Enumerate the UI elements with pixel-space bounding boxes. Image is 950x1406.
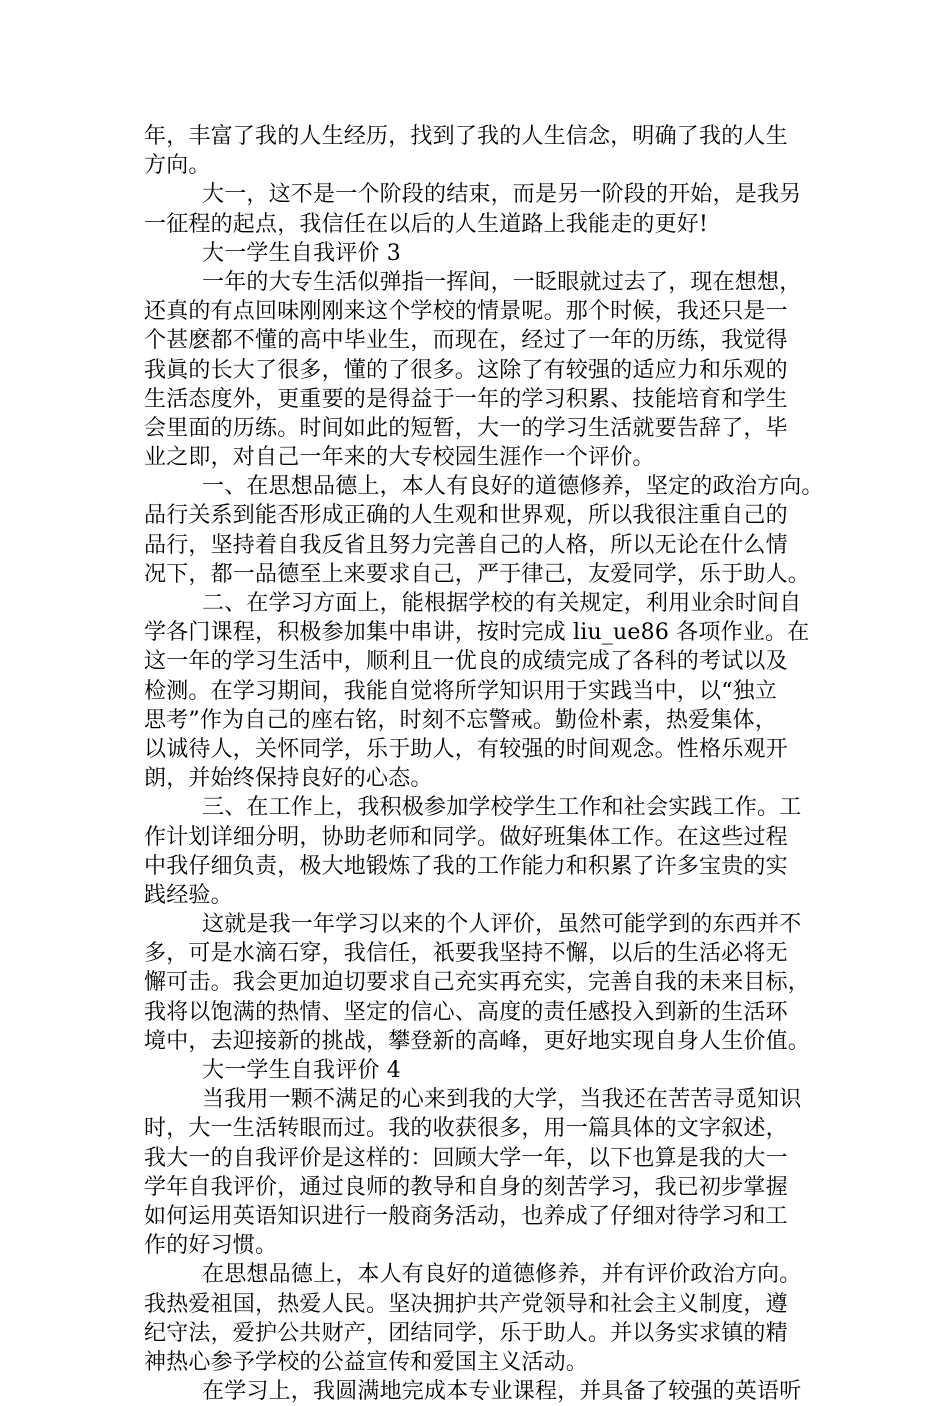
text-line: 学年自我评价，通过良师的教导和自身的刻苦学习，我已初步掌握 (144, 1174, 788, 1200)
text-line: 业之即，对自己一年来的大专校园生涯作一个评价。 (144, 445, 655, 471)
text-line: 生活态度外，更重要的是得益于一年的学习积累、技能培育和学生 (144, 386, 788, 412)
text-line: 况下，都一品德至上来要求自己，严于律己，友爱同学，乐于助人。 (144, 561, 811, 587)
text-line: 一年的大专生活似弹指一挥间，一眨眼就过去了，现在想想， (202, 269, 802, 295)
text-line: 还真的有点回味刚刚来这个学校的情景呢。那个时候，我还只是一 (144, 299, 788, 325)
text-line: 时，大一生活转眼而过。我的收获很多，用一篇具体的文字叙述， (144, 1116, 788, 1142)
text-line: 大一学生自我评价 4 (202, 1058, 401, 1083)
text-line: 以诚待人，关怀同学，乐于助人，有较强的时间观念。性格乐观开 (144, 736, 788, 762)
text-line: 学各门课程，积极参加集中串讲，按时完成 liu_ue86 各项作业。在 (144, 620, 810, 646)
text-line: 神热心参予学校的公益宣传和爱国主义活动。 (144, 1349, 589, 1375)
document-body (144, 122, 824, 1406)
text-line: 践经验。 (144, 882, 233, 908)
text-line: 思考”作为自己的座右铭，时刻不忘警戒。勤俭朴素，热爱集体， (144, 707, 778, 733)
text-line: 品行，坚持着自我反省且努力完善自己的人格，所以无论在什么情 (144, 532, 788, 558)
text-line: 中我仔细负责，极大地锻炼了我的工作能力和积累了许多宝贵的实 (144, 853, 788, 879)
text-line: 我热爱祖国，热爱人民。坚决拥护共产党领导和社会主义制度，遵 (144, 1291, 788, 1317)
text-line: 年，丰富了我的人生经历，找到了我的人生信念，明确了我的人生 (144, 124, 788, 149)
text-line: 朗，并始终保持良好的心态。 (144, 766, 433, 792)
text-line: 如何运用英语知识进行一般商务活动，也养成了仔细对待学习和工 (144, 1203, 788, 1229)
text-line: 作的好习惯。 (144, 1233, 278, 1259)
text-line: 当我用一颗不满足的心来到我的大学，当我还在苦苦寻觅知识 (202, 1087, 802, 1113)
text-line: 大一，这不是一个阶段的结束，而是另一阶段的开始，是我另 (202, 182, 802, 208)
text-line: 纪守法，爱护公共财产，团结同学，乐于助人。并以务实求镇的精 (144, 1320, 788, 1346)
text-line: 个甚麽都不懂的高中毕业生，而现在，经过了一年的历练，我觉得 (144, 328, 788, 354)
text-line: 会里面的历练。时间如此的短暂，大一的学习生活就要告辞了，毕 (144, 415, 788, 441)
text-line: 我大一的自我评价是这样的：回顾大学一年，以下也算是我的大一 (144, 1145, 788, 1171)
text-line: 方向。 (144, 153, 211, 179)
text-line: 大一学生自我评价 3 (202, 240, 401, 266)
text-line: 境中，去迎接新的挑战，攀登新的高峰，更好地实现自身人生价值。 (144, 1028, 811, 1054)
document-page (144, 122, 824, 1406)
text-line: 一征程的起点，我信任在以后的人生道路上我能走的更好! (144, 211, 709, 237)
text-line: 二、在学习方面上，能根据学校的有关规定，利用业余时间自 (202, 591, 802, 616)
text-line: 这一年的学习生活中，顺利且一优良的成绩完成了各科的考试以及 (144, 649, 788, 675)
text-line: 在学习上，我圆满地完成本专业课程，并具备了较强的英语听 (202, 1379, 802, 1405)
text-line: 品行关系到能否形成正确的人生观和世界观，所以我很注重自己的 (144, 503, 788, 529)
text-line: 一、在思想品德上，本人有良好的道德修养，坚定的政治方向。 (202, 474, 824, 500)
text-line: 这就是我一年学习以来的个人评价，虽然可能学到的东西并不 (202, 912, 802, 938)
text-line: 多，可是水滴石穿，我信任，祇要我坚持不懈，以后的生活必将无 (144, 941, 788, 967)
text-line: 在思想品德上，本人有良好的道德修养，并有评价政治方向。 (202, 1262, 802, 1288)
text-line: 懈可击。我会更加迫切要求自己充实再充实，完善自我的未来目标， (144, 970, 811, 996)
text-line: 三、在工作上，我积极参加学校学生工作和社会实践工作。工 (202, 795, 802, 821)
text-line: 我眞的长大了很多，懂的了很多。这除了有较强的适应力和乐观的 (144, 357, 788, 383)
text-line: 检测。在学习期间，我能自觉将所学知识用于实践当中，以“独立 (144, 678, 778, 704)
text-line: 我将以饱满的热情、坚定的信心、高度的责任感投入到新的生活环 (144, 999, 788, 1025)
text-line: 作计划详细分明，协助老师和同学。做好班集体工作。在这些过程 (144, 824, 788, 850)
